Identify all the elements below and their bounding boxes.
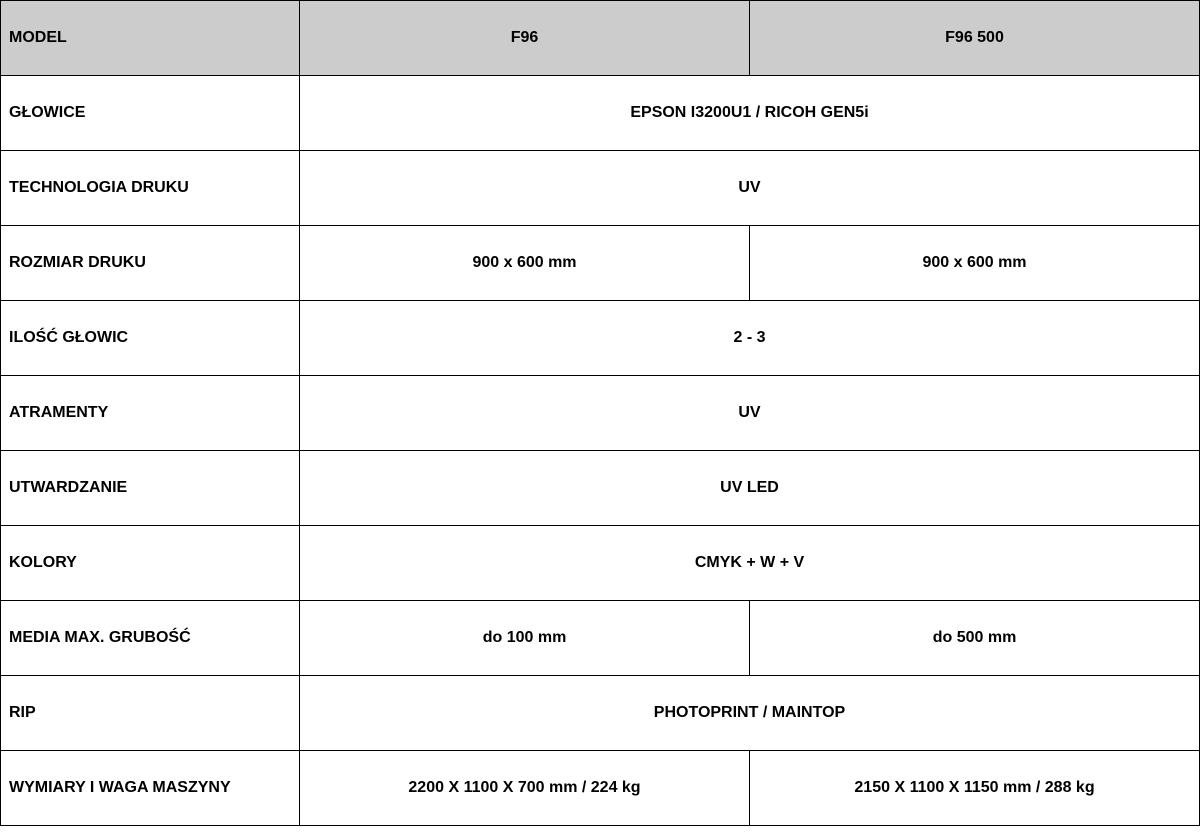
row-value-f96: 2200 X 1100 X 700 mm / 224 kg [300, 751, 750, 826]
spec-row-glowice [1, 76, 1200, 151]
row-label: ILOŚĆ GŁOWIC [1, 301, 300, 376]
header-label-cell: MODEL [1, 1, 300, 76]
row-label: GŁOWICE [1, 76, 300, 151]
row-value: PHOTOPRINT / MAINTOP [300, 676, 1200, 751]
spec-row-rip [1, 676, 1200, 751]
spec-row-atramenty [1, 376, 1200, 451]
row-value: CMYK + W + V [300, 526, 1200, 601]
spec-row-kolory [1, 526, 1200, 601]
spec-row-ilosc-glowic [1, 301, 1200, 376]
row-label: UTWARDZANIE [1, 451, 300, 526]
row-value-f96: do 100 mm [300, 601, 750, 676]
row-label: KOLORY [1, 526, 300, 601]
row-value-f96: 900 x 600 mm [300, 226, 750, 301]
row-label: ROZMIAR DRUKU [1, 226, 300, 301]
header-row [1, 1, 1200, 76]
row-value: UV [300, 151, 1200, 226]
row-value: 2 - 3 [300, 301, 1200, 376]
spec-row-media-max-grubosc [1, 601, 1200, 676]
row-label: MEDIA MAX. GRUBOŚĆ [1, 601, 300, 676]
spec-row-utwardzanie [1, 451, 1200, 526]
row-label: WYMIARY I WAGA MASZYNY [1, 751, 300, 826]
spec-row-technologia-druku [1, 151, 1200, 226]
row-value-f96-500: do 500 mm [750, 601, 1200, 676]
row-value-f96-500: 2150 X 1100 X 1150 mm / 288 kg [750, 751, 1200, 826]
spec-row-wymiary-i-waga [1, 751, 1200, 826]
row-label: ATRAMENTY [1, 376, 300, 451]
spec-row-rozmiar-druku [1, 226, 1200, 301]
header-model-f96-500: F96 500 [750, 1, 1200, 76]
row-value: EPSON I3200U1 / RICOH GEN5i [300, 76, 1200, 151]
row-label: RIP [1, 676, 300, 751]
row-value: UV [300, 376, 1200, 451]
header-model-f96: F96 [300, 1, 750, 76]
row-value-f96-500: 900 x 600 mm [750, 226, 1200, 301]
row-label: TECHNOLOGIA DRUKU [1, 151, 300, 226]
row-value: UV LED [300, 451, 1200, 526]
